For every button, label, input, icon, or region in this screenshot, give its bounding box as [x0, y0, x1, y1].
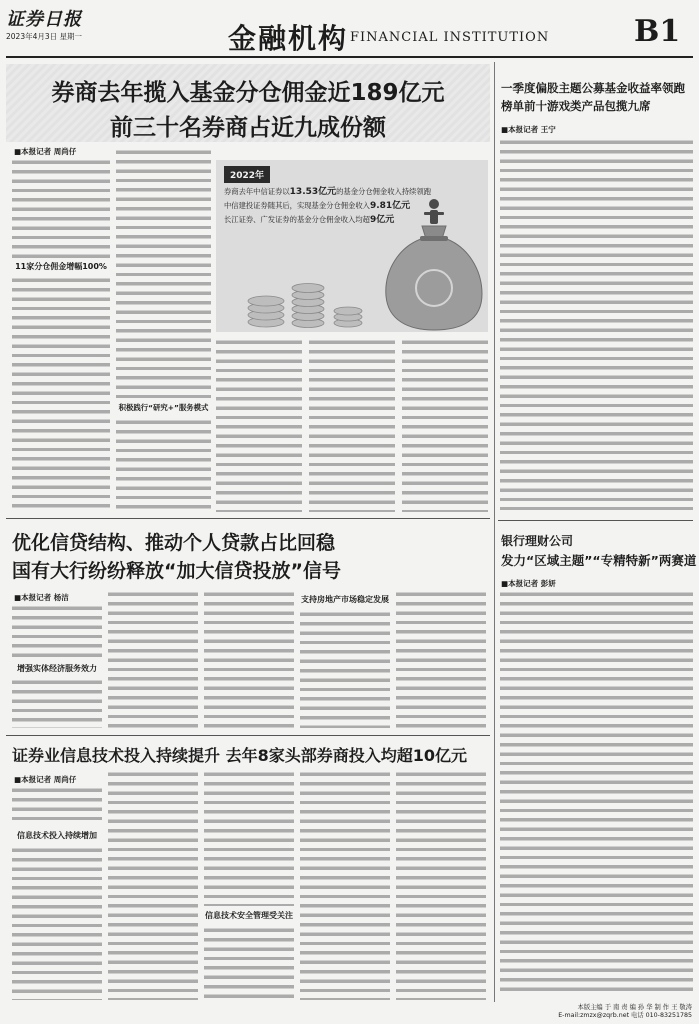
- infographic-line-1: 券商去年中信证券以13.53亿元的基金分仓佣金收入持续领跑: [224, 187, 431, 197]
- credit-subhead-2: 支持房地产市场稳定发展: [301, 595, 389, 604]
- footer-contact: E-mail:zmzx@zqrb.net 电话 010-83251785: [558, 1012, 692, 1019]
- body-text-column: [500, 138, 693, 510]
- lead-headline-line1: 券商去年揽入基金分仓佣金近189亿元: [51, 80, 445, 106]
- person-figure-icon: [424, 199, 444, 224]
- body-text-column: [500, 590, 693, 995]
- body-text-column: [12, 786, 102, 826]
- right-bottom-headline-line1: 银行理财公司: [501, 534, 574, 548]
- article-divider: [6, 518, 490, 519]
- body-text-column: [12, 276, 110, 512]
- page-footer: [540, 1004, 692, 1020]
- article-divider: [6, 735, 490, 736]
- it-subhead-2: 信息技术安全管理受关注: [205, 911, 293, 920]
- body-text-column: [12, 158, 110, 258]
- body-text-column: [396, 770, 486, 1000]
- body-text-column: [204, 590, 294, 728]
- body-text-column: [108, 590, 198, 728]
- lead-byline: ■本报记者 周尚仔: [14, 147, 77, 156]
- body-text-column: [309, 338, 395, 512]
- section-title-english: FINANCIAL INSTITUTION: [350, 30, 550, 45]
- money-bag-icon: [386, 226, 482, 330]
- infographic-line-3: 长江证券、广发证券的基金分仓佣金收入均超9亿元: [224, 215, 395, 225]
- body-text-column: [396, 590, 486, 728]
- coin-stack-icon: [248, 284, 362, 328]
- body-text-column: [204, 926, 294, 1000]
- credit-headline-line1: 优化信贷结构、推动个人贷款占比回稳: [12, 532, 336, 554]
- lead-headline-line2: 前三十名券商占近九成份额: [110, 115, 386, 141]
- right-top-byline: ■本报记者 王宁: [501, 125, 556, 134]
- body-text-column: [300, 610, 390, 728]
- infographic-year-tag: 2022年: [224, 166, 270, 183]
- credit-headline-line2: 国有大行纷纷释放“加大信贷投放”信号: [12, 560, 341, 582]
- it-headline: 证券业信息技术投入持续提升 去年8家头部券商投入均超10亿元: [12, 746, 467, 765]
- body-text-column: [216, 338, 302, 512]
- body-text-column: [402, 338, 488, 512]
- body-text-column: [12, 846, 102, 1000]
- it-byline: ■本报记者 周尚仔: [14, 775, 77, 784]
- right-top-headline-line2: 榜单前十游戏类产品包揽九席: [501, 99, 651, 113]
- right-bottom-byline: ■本报记者 彭妍: [501, 579, 556, 588]
- body-text-column: [108, 770, 198, 1000]
- body-text-column: [300, 770, 390, 1000]
- page-number: B1: [634, 14, 681, 49]
- column-divider: [494, 62, 495, 1002]
- footer-editors: 本版主编 于 南 责 编 孙 华 制 作 王 敬涛: [577, 1004, 692, 1011]
- right-bottom-headline-line2: 发力“区域主题”“专精特新”两赛道: [501, 553, 697, 568]
- body-text-column: [116, 418, 211, 512]
- newspaper-logo: 证券日报: [6, 9, 82, 30]
- credit-byline: ■本报记者 杨洁: [14, 593, 69, 602]
- lead-subhead-1: 11家分仓佣金增幅100%: [15, 262, 107, 271]
- lead-infographic: [216, 160, 488, 332]
- it-subhead-1: 信息技术投入持续增加: [17, 831, 97, 840]
- right-top-headline-line1: 一季度偏股主题公募基金收益率领跑: [501, 81, 685, 95]
- lead-headline-block: [6, 64, 490, 142]
- right-column-divider: [498, 520, 693, 521]
- masthead-rule: [6, 56, 693, 58]
- body-text-column: [12, 604, 102, 660]
- body-text-column: [116, 148, 211, 398]
- section-title: 金融机构: [228, 22, 349, 55]
- body-text-column: [204, 770, 294, 906]
- infographic-line-2: 中信建投证券随其后，实现基金分仓佣金收入9.81亿元: [224, 201, 411, 211]
- issue-date: 2023年4月3日 星期一: [6, 32, 83, 41]
- lead-subhead-2: 积极践行“研究+”服务模式: [118, 403, 209, 412]
- body-text-column: [12, 678, 102, 728]
- credit-subhead-1: 增强实体经济服务效力: [17, 664, 97, 673]
